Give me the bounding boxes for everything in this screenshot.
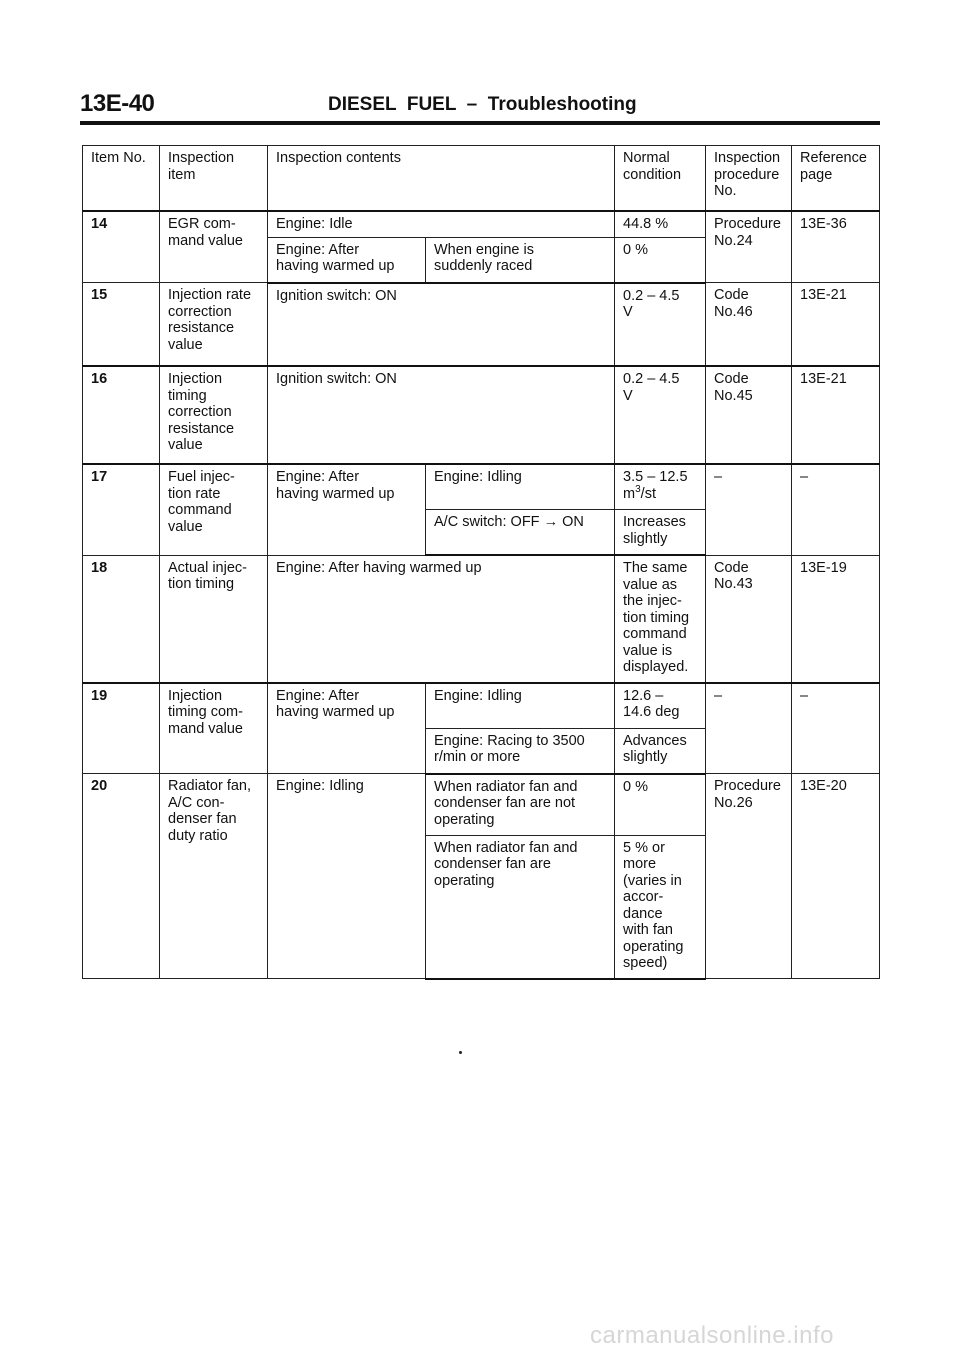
normal-condition: The same value as the injec- tion timing command value is displayed. [615,555,706,683]
reference-page: 13E-20 [792,774,880,979]
table-row [83,283,880,367]
inspection-content: Ignition switch: ON [268,366,615,464]
inspection-content: Engine: After having warmed up [268,237,426,283]
inspection-procedure: Code No.46 [706,283,792,367]
troubleshooting-table [82,145,880,980]
page-number: 13E-40 [80,90,155,117]
inspection-condition: A/C switch: OFF → ON [426,510,615,556]
header-normal-condition: Normal condition [615,146,706,212]
inspection-item: Actual injec- tion timing [160,555,268,683]
normal-condition: 0 % [615,237,706,283]
normal-condition [615,464,706,510]
table-header-row [83,146,880,212]
inspection-item: Injection timing correction resistance value [160,366,268,464]
inspection-procedure: Procedure No.26 [706,774,792,979]
normal-condition: Advances slightly [615,728,706,774]
normal-condition: 12.6 – 14.6 deg [615,683,706,729]
item-number: 16 [83,366,160,464]
inspection-condition: When radiator fan and condenser fan are operating [426,835,615,979]
reference-page: 13E-21 [792,366,880,464]
item-number: 20 [83,774,160,979]
normal-condition: 5 % or more (varies in accor- dance with fan operating speed) [615,835,706,979]
normal-condition: 0 % [615,774,706,836]
stray-dot [459,1051,462,1054]
normal-condition: Increases slightly [615,510,706,556]
header-reference-page: Reference page [792,146,880,212]
table-row [83,683,880,729]
header-inspection-contents: Inspection contents [268,146,615,212]
inspection-condition: When radiator fan and condenser fan are not operating [426,774,615,836]
reference-page: 13E-19 [792,555,880,683]
item-number: 18 [83,555,160,683]
inspection-content: Engine: Idle [268,211,615,237]
item-number: 14 [83,211,160,283]
section-title: DIESEL FUEL – Troubleshooting [328,94,637,115]
table-row [83,211,880,237]
inspection-item: Fuel injec- tion rate command value [160,464,268,555]
header-inspection-procedure: Inspection procedure No. [706,146,792,212]
reference-page: – [792,464,880,555]
normal-condition: 0.2 – 4.5 V [615,283,706,367]
table-row [83,464,880,510]
watermark: carmanualsonline.info [590,1322,834,1349]
header-rule [80,121,880,125]
reference-page: – [792,683,880,774]
inspection-condition: Engine: Racing to 3500 r/min or more [426,728,615,774]
inspection-content: Ignition switch: ON [268,283,615,367]
inspection-procedure: Code No.45 [706,366,792,464]
inspection-item: Injection rate correction resistance value [160,283,268,367]
inspection-condition: Engine: Idling [426,464,615,510]
inspection-item: EGR com- mand value [160,211,268,283]
item-number: 17 [83,464,160,555]
header-item-no: Item No. [83,146,160,212]
reference-page: 13E-21 [792,283,880,367]
table-row [83,774,880,836]
table-row [83,555,880,683]
normal-value-unit: /st [640,485,656,502]
item-number: 19 [83,683,160,774]
inspection-procedure: – [706,464,792,555]
header-inspection-item: Inspection item [160,146,268,212]
inspection-procedure: Procedure No.24 [706,211,792,283]
inspection-item: Radiator fan, A/C con- denser fan duty ratio [160,774,268,979]
inspection-condition: Engine: Idling [426,683,615,729]
normal-condition: 44.8 % [615,211,706,237]
normal-condition: 0.2 – 4.5 V [615,366,706,464]
inspection-content: Engine: After having warmed up [268,683,426,774]
inspection-content: Engine: After having warmed up [268,555,615,683]
inspection-procedure: Code No.43 [706,555,792,683]
inspection-content: Engine: After having warmed up [268,464,426,555]
inspection-content: Engine: Idling [268,774,426,979]
reference-page: 13E-36 [792,211,880,283]
page-header [80,90,880,120]
normal-value-superscript: 3 [635,483,641,495]
table-row [83,366,880,464]
item-number: 15 [83,283,160,367]
inspection-condition: When engine is suddenly raced [426,237,615,283]
inspection-procedure: – [706,683,792,774]
normal-value-text: 3.5 – 12.5 m [623,469,688,502]
inspection-item: Injection timing com- mand value [160,683,268,774]
